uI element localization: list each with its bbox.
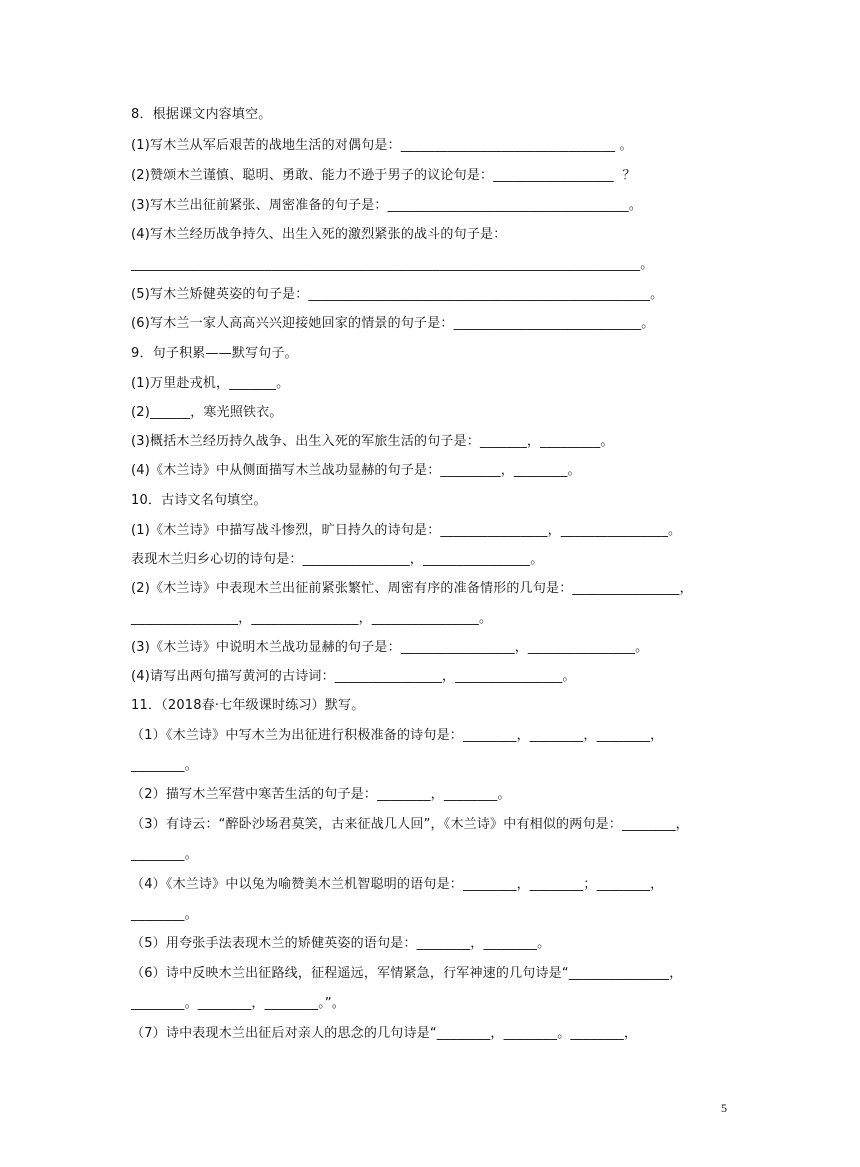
question-10-item-1b: 表现木兰归乡心切的诗句是：________________，________________。 bbox=[131, 552, 544, 567]
question-11-item-4: （4）《木兰诗》中以兔为喻赞美木兰机智聪明的语句是：________，________；________， bbox=[131, 877, 664, 892]
question-11-item-7: （7）诗中表现木兰出征后对亲人的思念的几句诗是“________，________。________， bbox=[131, 1026, 638, 1041]
question-8-item-4-blank: ____________________________________________________________________________。 bbox=[131, 257, 654, 272]
question-11-item-4b: ________。 bbox=[131, 907, 198, 922]
question-9-item-2: (2)______，寒光照铁衣。 bbox=[131, 405, 283, 420]
question-8-item-1: (1)写木兰从军后艰苦的战地生活的对偶句是：________________________________ 。 bbox=[131, 138, 633, 153]
question-11-item-5: （5）用夸张手法表现木兰的矫健英姿的语句是：________，________。 bbox=[131, 936, 551, 951]
question-11-item-1b: ________。 bbox=[131, 758, 198, 773]
question-11-item-6: （6）诗中反映木兰出征路线，征程遥远，军情紧急，行军神速的几句诗是“_______________， bbox=[131, 966, 683, 981]
question-8-item-2: (2)赞颂木兰谨慎、聪明、勇敢、能力不逊于男子的议论句是：__________________ ？ bbox=[131, 168, 636, 183]
question-8-item-5: (5)写木兰矫健英姿的句子是：___________________________________________________。 bbox=[131, 287, 664, 302]
question-8-item-3: (3)写木兰出征前紧张、周密准备的句子是：____________________________________。 bbox=[131, 198, 643, 213]
page-number: 5 bbox=[721, 1101, 727, 1115]
question-8-heading: 8．根据课文内容填空。 bbox=[131, 107, 272, 122]
question-11-item-6b: ________。________，________。”。 bbox=[131, 996, 346, 1011]
question-11-item-2: （2）描写木兰军营中寒苦生活的句子是：________，________。 bbox=[131, 787, 511, 802]
question-9-item-4: (4)《木兰诗》中从侧面描写木兰战功显赫的句子是：_________，________。 bbox=[131, 463, 581, 478]
question-10-item-3: (3)《木兰诗》中说明木兰战功显赫的句子是：_________________，________________。 bbox=[131, 640, 649, 655]
question-11-heading: 11．（2018春·七年级课时练习）默写。 bbox=[131, 698, 365, 713]
question-11-item-3: （3）有诗云：“醉卧沙场君莫笑，古来征战几人回”，《木兰诗》中有相似的两句是：________， bbox=[131, 817, 689, 832]
question-11-item-3b: ________。 bbox=[131, 847, 198, 862]
question-10-item-2: (2)《木兰诗》中表现木兰出征前紧张繁忙、周密有序的准备情形的几句是：________________， bbox=[131, 581, 693, 596]
question-8-item-4: (4)写木兰经历战争持久、出生入死的激烈紧张的战斗的句子是： bbox=[131, 227, 507, 242]
question-9-item-1: (1)万里赴戎机，_______。 bbox=[131, 376, 290, 391]
question-10-item-2b: ________________，________________，________________。 bbox=[131, 611, 493, 626]
question-9-heading: 9．句子积累——默写句子。 bbox=[131, 346, 298, 361]
question-10-item-1: (1)《木兰诗》中描写战斗惨烈，旷日持久的诗句是：________________，________________。 bbox=[131, 523, 682, 538]
question-11-item-1: （1）《木兰诗》中写木兰为出征进行积极准备的诗句是：________，________，________， bbox=[131, 728, 664, 743]
question-10-item-4: (4)请写出两句描写黄河的古诗词：________________，________________。 bbox=[131, 669, 576, 684]
question-8-item-6: (6)写木兰一家人高高兴兴迎接她回家的情景的句子是：____________________________。 bbox=[131, 316, 655, 331]
question-10-heading: 10．古诗文名句填空。 bbox=[131, 493, 267, 508]
question-9-item-3: (3)概括木兰经历持久战争、出生入死的军旅生活的句子是：_______，_________。 bbox=[131, 434, 614, 449]
